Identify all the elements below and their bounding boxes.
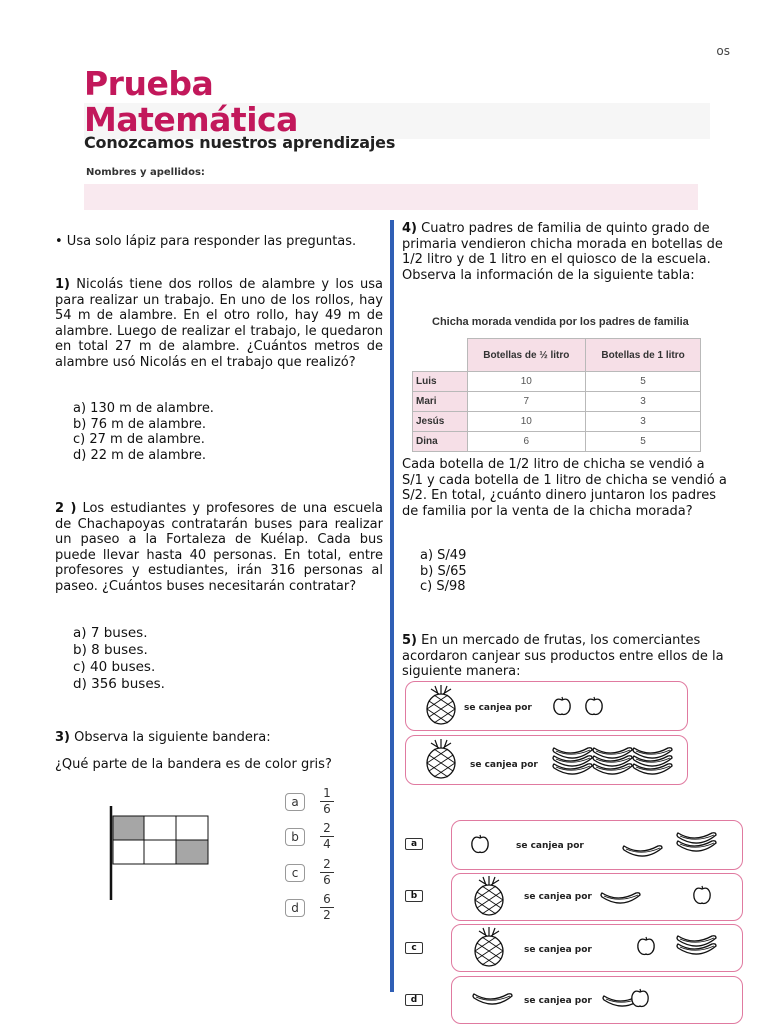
- flag-cell: [144, 840, 176, 864]
- intro-line: • Usa solo lápiz para responder las preguntas.: [55, 234, 357, 249]
- q3-number: 3): [55, 730, 70, 745]
- fraction-denominator: 4: [323, 837, 331, 851]
- table-header-half: Botellas de ½ litro: [467, 339, 586, 372]
- question-2: [55, 501, 383, 595]
- table-cell: 5: [586, 432, 701, 452]
- q5-option-b-card[interactable]: [451, 873, 743, 921]
- flag-cell: [113, 840, 144, 864]
- flag-cell: [176, 816, 208, 840]
- pineapple-icon: [426, 739, 458, 781]
- apple-icon: [630, 987, 650, 1009]
- page-corner-text: os: [716, 44, 730, 58]
- rule-card-1-text: se canjea por: [464, 703, 532, 713]
- q4-option-c[interactable]: c) S/98: [420, 579, 466, 595]
- question-1: [55, 277, 383, 371]
- q1-text: Nicolás tiene dos rollos de alambre y los usa para realizar un trabajo. En uno de los rollos, hay 54 m de alambre. En el otro rollo, hay 49 m de alambre. Luego de realizar el trabajo, le quedaron en total 27 m de alambre. ¿Cuántos metros de alambre usó Nicolás en el trabajo que realizó?: [55, 277, 384, 370]
- name-field[interactable]: [84, 184, 698, 210]
- fraction-denominator: 6: [323, 873, 331, 887]
- q3-option-c-box[interactable]: c: [285, 864, 305, 882]
- column-divider: [390, 220, 394, 992]
- q5-option-d-card[interactable]: [451, 976, 743, 1024]
- fraction-numerator: 2: [323, 857, 331, 871]
- q3-option-d-fraction: [320, 893, 334, 922]
- q5-option-a-text: se canjea por: [516, 841, 584, 851]
- bananas-icon: [676, 933, 718, 965]
- table-cell: 10: [467, 412, 586, 432]
- bananas-icon: [552, 745, 594, 777]
- q5-option-d-text: se canjea por: [524, 996, 592, 1006]
- q5-number: 5): [402, 633, 417, 648]
- q4-text2: Cada botella de 1/2 litro de chicha se vendió a S/1 y cada botella de 1 litro de chicha se vendió a S/2. En total, ¿cuánto dinero juntaron los padres de familia por la venta de la chicha morada?: [402, 457, 727, 519]
- flag-figure: [106, 804, 212, 902]
- banana-icon: [472, 991, 514, 1007]
- q1-option-b[interactable]: b) 76 m de alambre.: [73, 416, 206, 432]
- flag-cell-gray-2: [176, 840, 208, 864]
- q1-option-c[interactable]: c) 27 m de alambre.: [73, 432, 205, 448]
- q3-question: ¿Qué parte de la bandera es de color gris?: [55, 757, 332, 772]
- table-cell: 5: [586, 372, 701, 392]
- q2-option-d[interactable]: d) 356 buses.: [73, 676, 165, 692]
- q5-option-d-label[interactable]: d: [405, 994, 423, 1006]
- bananas-icon: [592, 745, 634, 777]
- q3-option-a-box[interactable]: a: [285, 793, 305, 811]
- title-line-1: Prueba: [84, 64, 214, 103]
- title-line-2: Matemática: [84, 100, 298, 139]
- q4-option-b[interactable]: b) S/65: [420, 563, 467, 579]
- pineapple-icon: [474, 927, 506, 969]
- pineapple-icon: [426, 685, 458, 727]
- q5-option-a-label[interactable]: a: [405, 838, 423, 850]
- q3-text: Observa la siguiente bandera:: [74, 730, 271, 745]
- table-caption: Chicha morada vendida por los padres de familia: [432, 316, 689, 328]
- q5-option-c-label[interactable]: c: [405, 942, 423, 954]
- q5-text: En un mercado de frutas, los comerciantes acordaron canjear sus productos entre ellos de la siguiente manera:: [402, 633, 724, 680]
- name-label: Nombres y apellidos:: [86, 167, 205, 178]
- fraction-denominator: 2: [323, 908, 331, 922]
- table-row-name: Dina: [413, 432, 468, 452]
- question-5: [402, 633, 728, 680]
- flag-cell: [144, 816, 176, 840]
- q4-option-a[interactable]: a) S/49: [420, 548, 467, 563]
- q2-option-c[interactable]: c) 40 buses.: [73, 659, 156, 675]
- rule-card-2-text: se canjea por: [470, 760, 538, 770]
- fraction-denominator: 6: [323, 802, 331, 816]
- apple-icon: [692, 884, 712, 906]
- table-cell: 7: [467, 392, 586, 412]
- table-cell: 6: [467, 432, 586, 452]
- rule-card-2: [405, 735, 688, 785]
- q2-option-a[interactable]: a) 7 buses.: [73, 625, 148, 641]
- fraction-numerator: 6: [323, 892, 331, 906]
- table-row-name: Luis: [413, 372, 468, 392]
- fraction-numerator: 1: [323, 786, 331, 800]
- q2-text: Los estudiantes y profesores de una escuela de Chachapoyas contratarán buses para realizar un paseo a la Fortaleza de Kuélap. Cada bus puede llevar hasta 40 personas. En total, entre profesores y estudiantes, irán 316 personas al paseo. ¿Cuántos buses necesitarán contratar?: [55, 501, 383, 594]
- q4-options: [420, 548, 467, 595]
- q1-option-a[interactable]: a) 130 m de alambre.: [73, 401, 214, 416]
- question-4: [402, 221, 728, 283]
- q4-text: Cuatro padres de familia de quinto grado de primaria vendieron chicha morada en botellas de 1/2 litro y de 1 litro en el quiosco de la escuela. Observa la información de la siguiente tabla:: [402, 221, 723, 283]
- subtitle: Conozcamos nuestros aprendizajes: [84, 133, 396, 152]
- q3-option-c-fraction: [320, 858, 334, 887]
- q1-options: [73, 401, 214, 463]
- sales-table: [412, 338, 701, 452]
- apple-icon: [470, 833, 490, 855]
- q3-option-d-box[interactable]: d: [285, 899, 305, 917]
- flag-cell-gray-1: [113, 816, 144, 840]
- q5-option-a-card[interactable]: [451, 820, 743, 870]
- q5-option-b-label[interactable]: b: [405, 890, 423, 902]
- apple-icon: [552, 695, 572, 717]
- q4-number: 4): [402, 221, 417, 236]
- fraction-numerator: 2: [323, 821, 331, 835]
- apple-icon: [584, 695, 604, 717]
- q1-option-d[interactable]: d) 22 m de alambre.: [73, 447, 206, 463]
- bananas-icon: [676, 830, 718, 862]
- bananas-icon: [632, 745, 674, 777]
- table-corner: [413, 339, 468, 372]
- rule-card-1: [405, 681, 688, 731]
- q3-option-b-box[interactable]: b: [285, 828, 305, 846]
- question-3: [55, 730, 383, 746]
- table-cell: 3: [586, 392, 701, 412]
- q2-option-b[interactable]: b) 8 buses.: [73, 642, 148, 658]
- pineapple-icon: [474, 876, 506, 918]
- q5-option-c-text: se canjea por: [524, 945, 592, 955]
- q3-option-a-fraction: [320, 787, 334, 816]
- q2-number: 2 ): [55, 501, 77, 516]
- table-cell: 10: [467, 372, 586, 392]
- q5-option-b-text: se canjea por: [524, 892, 592, 902]
- q3-option-b-fraction: [320, 822, 334, 851]
- table-header-one: Botellas de 1 litro: [586, 339, 701, 372]
- table-row-name: Mari: [413, 392, 468, 412]
- intro-text: [55, 234, 383, 250]
- q1-number: 1): [55, 277, 70, 292]
- banana-icon: [600, 890, 642, 906]
- table-row-name: Jesús: [413, 412, 468, 432]
- q2-options: [73, 625, 165, 693]
- q5-option-c-card[interactable]: [451, 924, 743, 972]
- banana-icon: [622, 843, 664, 859]
- apple-icon: [636, 935, 656, 957]
- table-cell: 3: [586, 412, 701, 432]
